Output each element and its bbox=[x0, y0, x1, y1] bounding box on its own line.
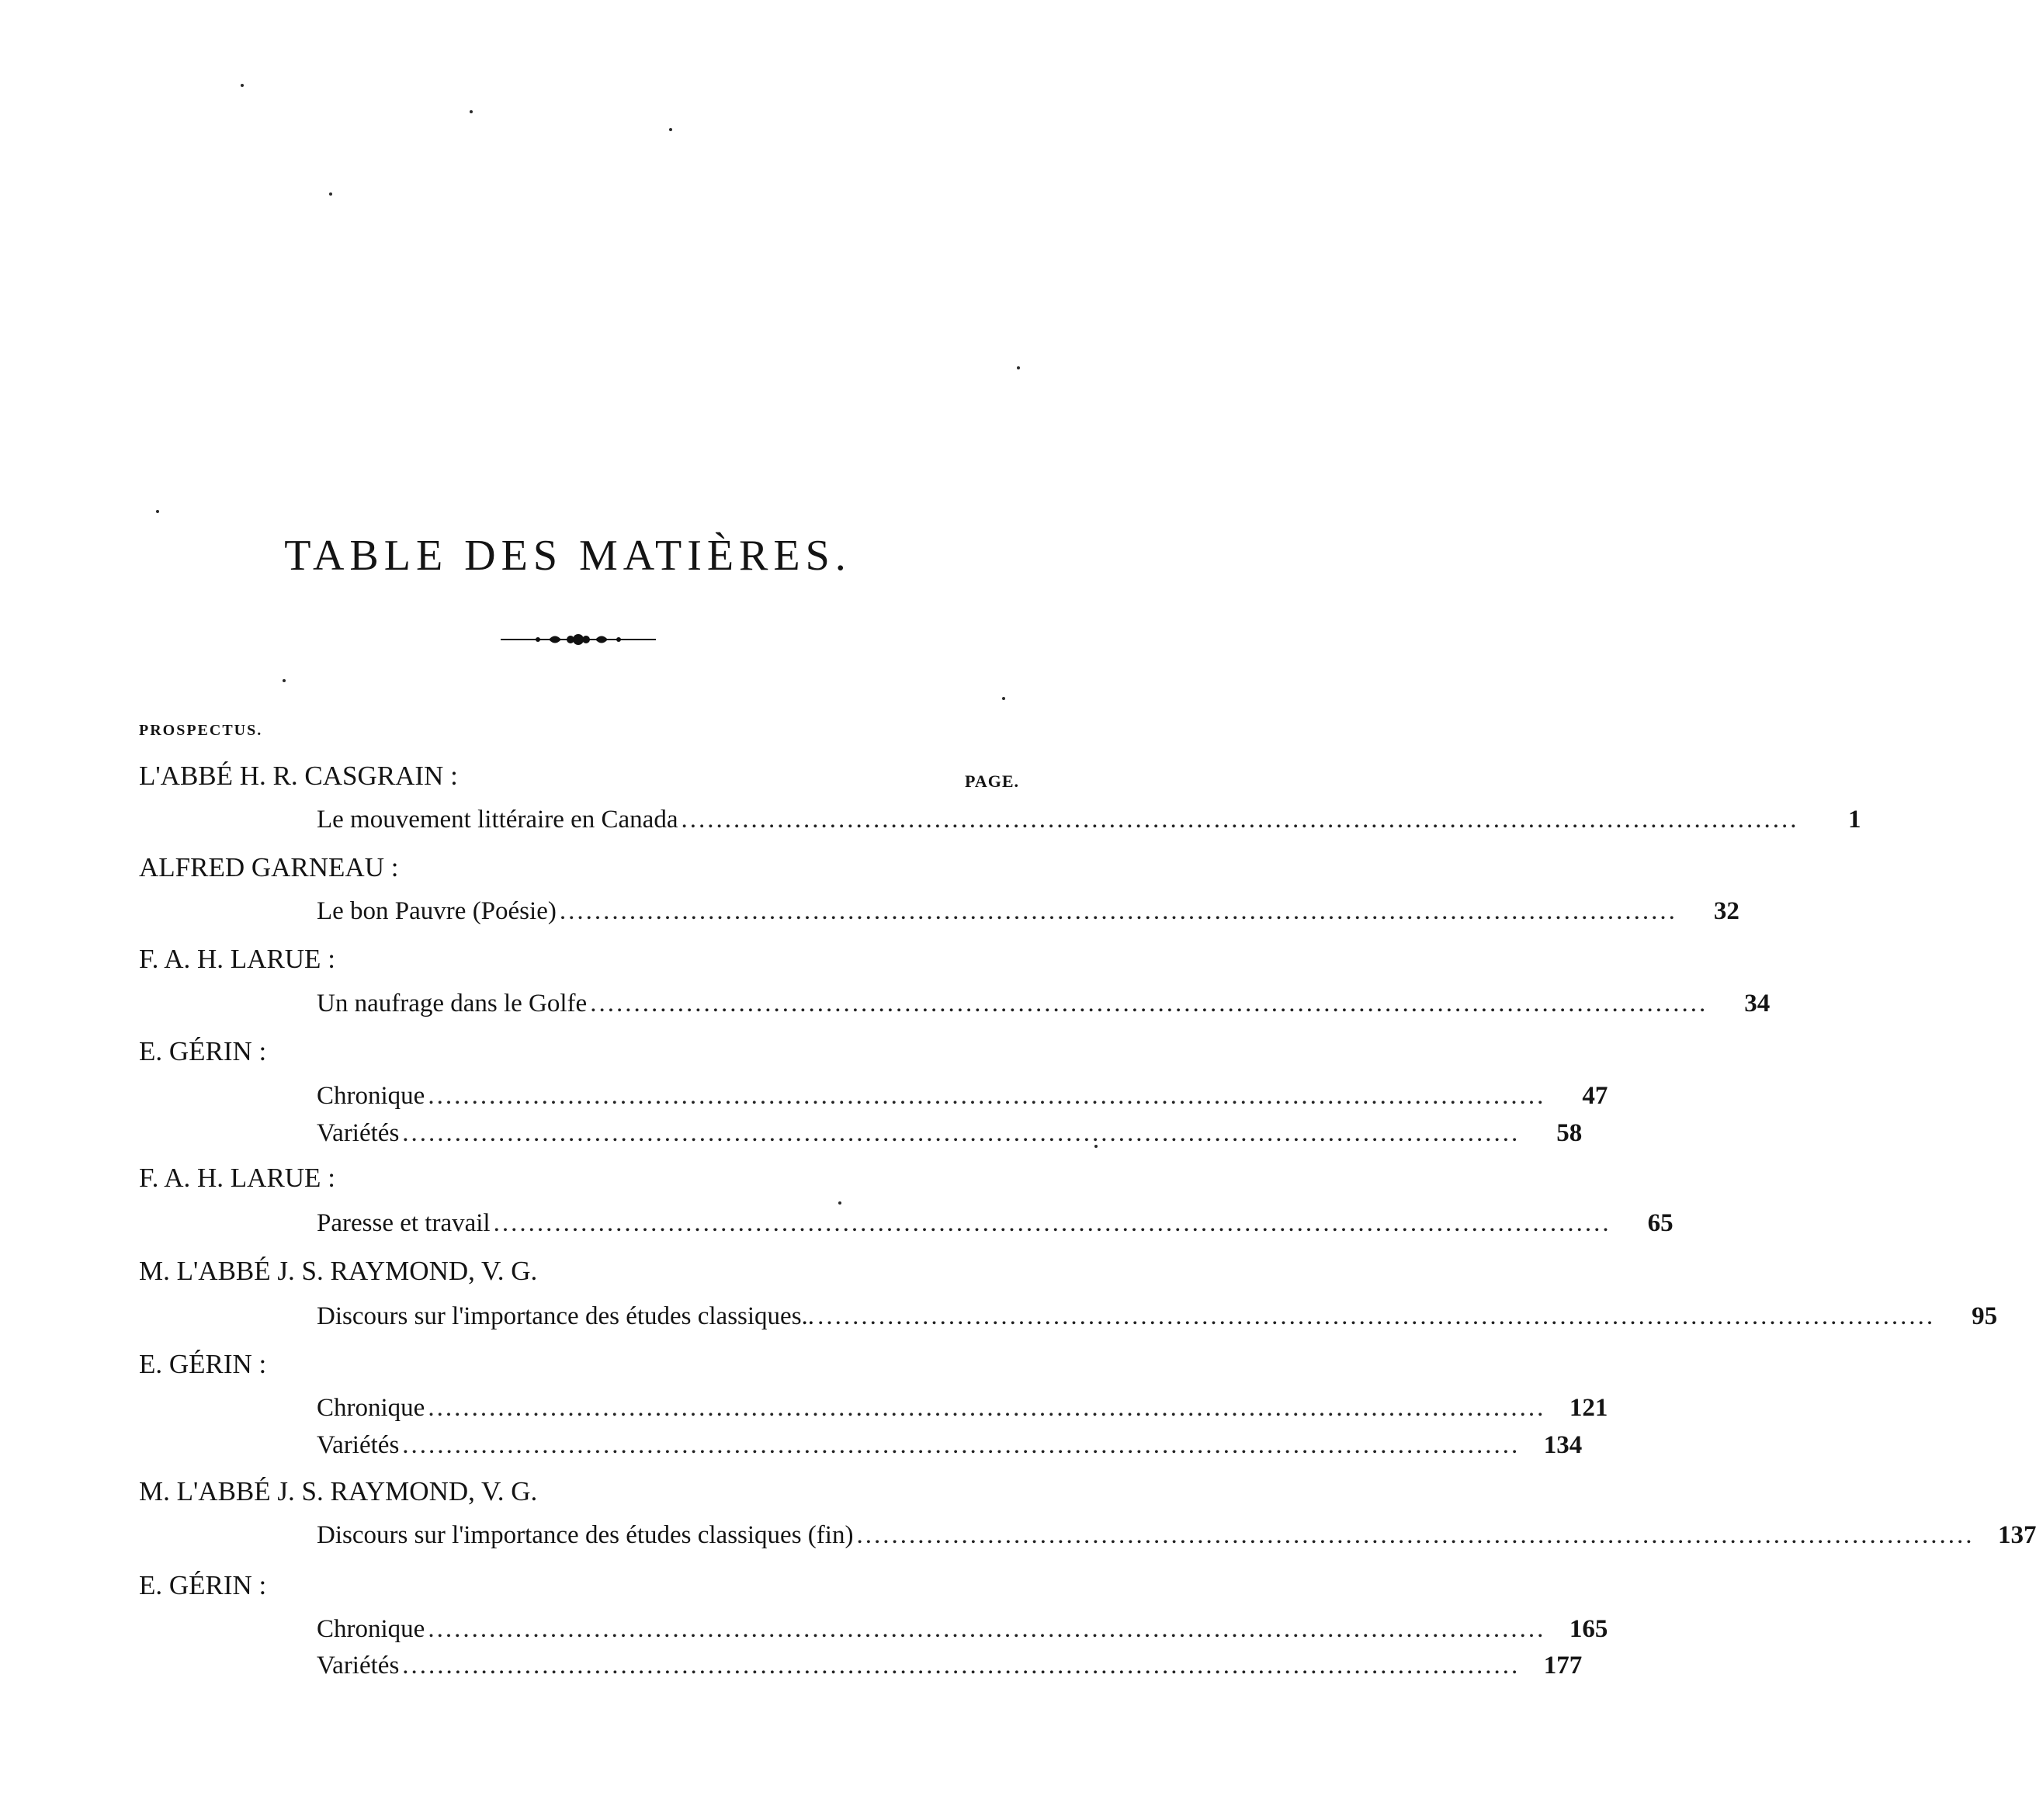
ornament-divider bbox=[501, 630, 656, 649]
toc-entry-title: Variétés bbox=[317, 1431, 400, 1459]
toc-entry-page: 165 bbox=[1569, 1615, 1608, 1643]
dot-leader: ................................................................................................................................ bbox=[817, 1302, 1936, 1330]
toc-entry-page: 34 bbox=[1744, 990, 1771, 1017]
scan-speck bbox=[838, 1201, 841, 1205]
toc-author: L'ABBÉ H. R. CASGRAIN : bbox=[139, 761, 458, 791]
toc-entry bbox=[317, 1615, 1608, 1643]
scan-speck bbox=[283, 679, 286, 682]
toc-author: M. L'ABBÉ J. S. RAYMOND, V. G. bbox=[139, 1256, 538, 1286]
toc-entry bbox=[317, 897, 1739, 925]
toc-entry bbox=[317, 990, 1771, 1017]
toc-author: ALFRED GARNEAU : bbox=[139, 852, 399, 882]
toc-entry-title: Paresse et travail bbox=[317, 1209, 491, 1237]
toc-entry bbox=[317, 1209, 1674, 1237]
scan-speck bbox=[470, 110, 473, 113]
dot-leader: ................................................................................................................................ bbox=[402, 1431, 1521, 1459]
toc-entry-title: Variétés bbox=[317, 1119, 400, 1147]
toc-entry bbox=[317, 1521, 2036, 1549]
toc-author: F. A. H. LARUE : bbox=[139, 944, 335, 974]
scan-speck bbox=[1002, 697, 1005, 700]
toc-entry bbox=[317, 1394, 1608, 1422]
toc-entry-title: Un naufrage dans le Golfe bbox=[317, 990, 588, 1017]
scan-speck bbox=[1017, 366, 1020, 369]
toc-entry-title: Chronique bbox=[317, 1615, 425, 1643]
toc-entry-page: 134 bbox=[1543, 1431, 1583, 1459]
scan-speck bbox=[241, 84, 244, 87]
toc-entry bbox=[317, 1431, 1583, 1459]
dot-leader: ................................................................................................................................ bbox=[402, 1119, 1521, 1147]
toc-entry-page: 137 bbox=[1997, 1521, 2036, 1549]
page-title: TABLE DES MATIÈRES. bbox=[284, 532, 852, 580]
toc-author: E. GÉRIN : bbox=[139, 1570, 267, 1600]
toc-author: F. A. H. LARUE : bbox=[139, 1163, 335, 1193]
toc-entry bbox=[317, 1302, 1998, 1330]
toc-entry-page: 95 bbox=[1972, 1302, 1998, 1330]
toc-entry bbox=[317, 806, 1861, 834]
dot-leader: ................................................................................................................................ bbox=[428, 1615, 1546, 1643]
toc-entry-title: Variétés bbox=[317, 1652, 400, 1680]
section-label: PROSPECTUS. bbox=[139, 722, 263, 739]
toc-entry bbox=[317, 1652, 1583, 1680]
toc-entry-title: Chronique bbox=[317, 1082, 425, 1110]
toc-entry-page: 1 bbox=[1847, 806, 1861, 834]
toc-entry-title: Discours sur l'importance des études classiques (fin) bbox=[317, 1521, 854, 1549]
toc-entry-title: Chronique bbox=[317, 1394, 425, 1422]
toc-entry-page: 58 bbox=[1556, 1119, 1583, 1147]
dot-leader: ................................................................................................................................ bbox=[559, 897, 1677, 925]
toc-entry-page: 47 bbox=[1582, 1082, 1608, 1110]
dot-leader: ................................................................................................................................ bbox=[428, 1394, 1546, 1422]
toc-entry-page: 121 bbox=[1569, 1394, 1608, 1422]
dot-leader: ................................................................................................................................ bbox=[402, 1652, 1521, 1680]
toc-entry-page: 32 bbox=[1713, 897, 1739, 925]
scan-speck bbox=[156, 510, 159, 513]
toc-entry-page: 177 bbox=[1543, 1652, 1583, 1680]
scan-speck bbox=[329, 192, 332, 196]
toc-entry-title: Le mouvement littéraire en Canada bbox=[317, 806, 678, 834]
toc-author: E. GÉRIN : bbox=[139, 1036, 267, 1066]
toc-entry-page: 65 bbox=[1647, 1209, 1674, 1237]
scan-speck bbox=[669, 128, 672, 131]
dot-leader: ................................................................................................................................ bbox=[428, 1082, 1546, 1110]
toc-entry-title: Le bon Pauvre (Poésie) bbox=[317, 897, 557, 925]
toc-author: E. GÉRIN : bbox=[139, 1349, 267, 1379]
dot-leader: ................................................................................................................................ bbox=[856, 1521, 1975, 1549]
dot-leader: ................................................................................................................................ bbox=[590, 990, 1708, 1017]
toc-entry-title: Discours sur l'importance des études classiques.. bbox=[317, 1302, 815, 1330]
toc-author: M. L'ABBÉ J. S. RAYMOND, V. G. bbox=[139, 1476, 538, 1506]
dot-leader: ................................................................................................................................ bbox=[681, 806, 1799, 834]
toc-entry bbox=[317, 1082, 1608, 1110]
toc-entry bbox=[317, 1119, 1583, 1147]
dot-leader: ................................................................................................................................ bbox=[493, 1209, 1611, 1237]
page-column-label: PAGE. bbox=[965, 771, 1019, 791]
